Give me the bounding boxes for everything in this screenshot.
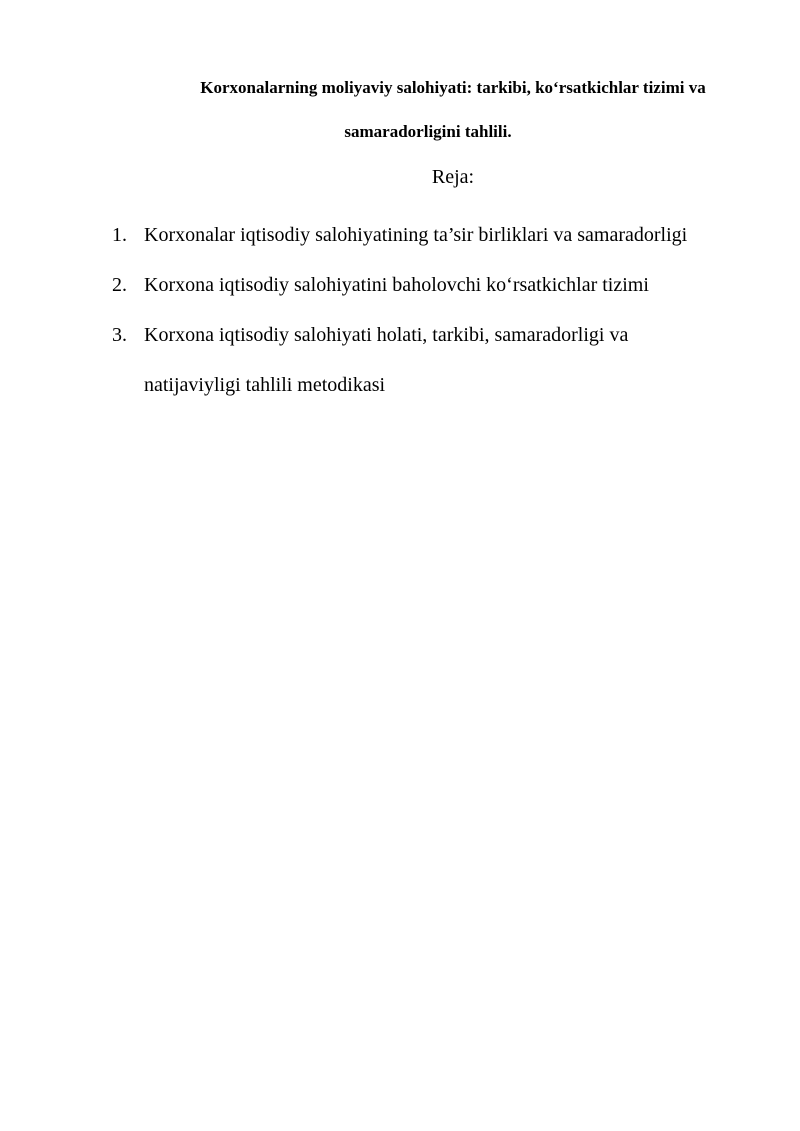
plan-item-number: 2. [112,274,127,296]
plan-item-text [144,210,772,260]
document-title-line-1: Korxonalarning moliyaviy salohiyati: tarkibi, koʻrsatkichlar tizimi va [200,78,706,97]
plan-item-text-line: Korxona iqtisodiy salohiyati holati, tarkibi, samaradorligi va [144,324,629,346]
plan-item-text-line: Korxona iqtisodiy salohiyatini baholovchi koʻrsatkichlar tizimi [144,274,649,296]
plan-item-text-line: Korxonalar iqtisodiy salohiyatining ta’sir birliklari va samaradorligi [144,224,688,246]
document-title-line-2: samaradorligini tahlili. [344,122,512,141]
plan-item-text [144,260,772,310]
plan-item-3 [112,310,772,410]
plan-item-1 [112,210,772,260]
plan-item-number: 1. [112,224,127,246]
plan-item-2 [112,260,772,310]
plan-list [112,210,772,410]
plan-heading: Reja: [431,166,475,188]
plan-item-text [144,310,772,410]
plan-item-text-line: natijaviyligi tahlili metodikasi [144,374,386,396]
plan-item-number: 3. [112,324,127,346]
